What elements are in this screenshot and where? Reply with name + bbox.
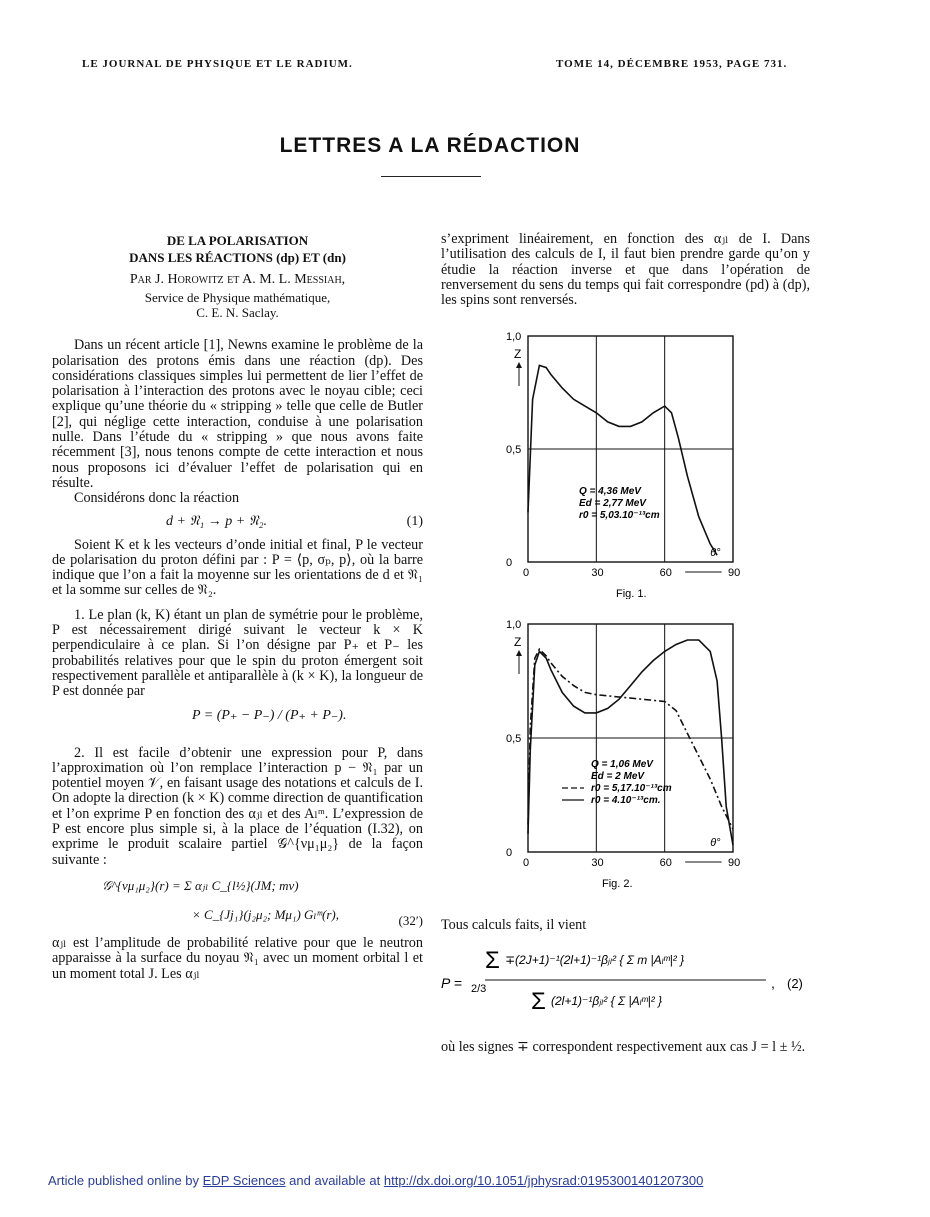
x-tick-label: 60 — [659, 857, 672, 869]
y-tick-label: 0 — [506, 847, 513, 859]
journal-header: LE JOURNAL DE PHYSIQUE ET LE RADIUM. — [82, 58, 353, 70]
right-column-bottom — [441, 918, 810, 933]
fig2-legend-r0-dashed: r0 = 5,17.10⁻¹³cm — [591, 783, 672, 794]
y-tick-label: 0 — [506, 557, 513, 569]
eq2-numerator: ∓(2J+1)⁻¹(2l+1)⁻¹βⱼₗ² { Σ m |Aₗᵐ|² } — [505, 953, 685, 967]
x-tick-label: 90 — [728, 567, 741, 579]
y-axis-arrowhead — [516, 650, 522, 656]
article-title-line-2: DANS LES RÉACTIONS (dp) ET (dn) — [129, 250, 346, 265]
fig2-legend-r0-solid: r0 = 4.10⁻¹³cm. — [591, 795, 661, 806]
volume-header: TOME 14, DÉCEMBRE 1953, PAGE 731. — [556, 58, 788, 70]
equation-1 — [52, 514, 423, 531]
title-rule — [381, 176, 481, 177]
figure-1-curves — [528, 365, 717, 555]
paragraph: αⱼₗ est l’amplitude de probabilité relative pour que le neutron apparaisse à la surface du noyau 𝔑₁ avec un moment orbital l et un moment total J. Les αⱼₗ — [52, 934, 423, 982]
fig2-caption: Fig. 2. — [602, 878, 633, 890]
x-tick-label: 90 — [728, 857, 741, 869]
fig1-legend-ed: Ed = 2,77 MeV — [579, 498, 646, 509]
eq2-denominator: (2l+1)⁻¹βⱼₗ² { Σ |Aₗᵐ|² } — [551, 994, 663, 1008]
y-tick-label: 0,5 — [506, 444, 522, 456]
x-axis-label: θ° — [710, 837, 721, 849]
paragraph: où les signes ∓ correspondent respectivement aux cas J = l ± ½. — [441, 1039, 806, 1055]
x-tick-label: 0 — [523, 567, 530, 579]
eq2-comma: , — [771, 975, 775, 991]
right-column-end — [441, 1040, 810, 1055]
y-tick-label: 1,0 — [506, 619, 522, 631]
equation-1-body: d + 𝔑₁ → p + 𝔑₂. — [166, 513, 268, 529]
figure-1 — [496, 324, 756, 599]
equation-1-number: (1) — [406, 513, 423, 529]
affiliation-line-1: Service de Physique mathématique, — [144, 290, 331, 306]
eq2-sum-num: Σ — [485, 947, 500, 974]
equation-polarization: P = (P₊ − P₋) / (P₊ + P₋). — [192, 707, 347, 723]
eq2-sum-den: Σ — [531, 988, 546, 1015]
x-tick-label: 30 — [591, 857, 604, 869]
doi-link[interactable]: http://dx.doi.org/10.1051/jphysrad:01953001401207300 — [383, 1173, 704, 1188]
paragraph: s’expriment linéairement, en fonction des αⱼₗ de I. Dans l’utilisation des calculs de I, il faut bien prendre garde qu’on y étudie la réaction inverse et que dans l’opération de renversement du sens du temps qui fait correspondre (pd) à (dp), les spins sont renversés. — [441, 231, 810, 309]
y-axis-arrowhead — [516, 362, 522, 368]
figure-1-axes — [506, 331, 740, 579]
fig1-caption: Fig. 1. — [616, 588, 647, 599]
x-tick-label: 30 — [591, 567, 604, 579]
right-column-top — [441, 232, 810, 308]
equation-32-line-2: × C_{Jj₁}(j₂μ₂; Mμ₁) Gₗᵐ(r), — [192, 907, 339, 923]
left-column — [52, 232, 423, 982]
series-line — [528, 365, 717, 555]
fig2-legend-q: Q = 1,06 MeV — [591, 759, 653, 770]
x-tick-label: 60 — [659, 567, 672, 579]
article-title — [52, 232, 423, 266]
footer-middle: and available at — [289, 1173, 381, 1188]
footer-prefix: Article published online by — [48, 1173, 200, 1188]
article-affiliation — [52, 290, 423, 320]
x-axis-label: θ° — [710, 547, 721, 559]
figure-2 — [496, 612, 756, 892]
affiliation-line-2: C. E. N. Saclay. — [196, 305, 279, 321]
article-title-line-1: DE LA POLARISATION — [166, 233, 309, 248]
paragraph: 1. Le plan (k, K) étant un plan de symétrie pour le problème, P est nécessairement dirigé suivant le vecteur k × K perpendiculaire à ce plan. Si l’on désigne par P₊ et P₋ les probabilités relatives pour que le spin du proton émergent soit respectivement parallèle et antiparallèle à (k × K), la longueur de P est donnée par — [52, 606, 423, 700]
y-axis-label: Z — [514, 347, 522, 361]
x-tick-label: 0 — [523, 857, 530, 869]
paragraph: Soient K et k les vecteurs d’onde initial et final, P le vecteur de polarisation du proton défini par : P = ⟨p, σₚ, p⟩, où la barre indique que l’on a fait la moyenne sur les orientations de d et 𝔑₁ et la somme sur celles de 𝔑₂. — [52, 536, 423, 599]
figure-2-axes — [506, 619, 740, 869]
footer — [48, 1173, 703, 1188]
eq2-factor: 2/3 — [471, 983, 487, 995]
equation-2-svg — [441, 942, 810, 1032]
y-tick-label: 1,0 — [506, 331, 522, 343]
article-authors: Par J. Horowitz et A. M. L. Messiah, — [129, 272, 346, 287]
equation-32-line-1: 𝒢^{νμ₁μ₂}(r) = Σ αⱼₗ C_{l½}(JM; mν) — [102, 877, 299, 893]
equation-32-number: (32′) — [398, 912, 423, 928]
edp-sciences-link[interactable]: EDP Sciences — [202, 1173, 286, 1188]
fig1-legend-q: Q = 4,36 MeV — [579, 486, 641, 497]
figure-2-curves — [528, 640, 733, 845]
eq2-lhs: P = — [441, 975, 462, 991]
equation-32 — [102, 878, 423, 928]
paragraph: Considérons donc la réaction — [74, 490, 240, 507]
y-axis-label: Z — [514, 635, 522, 649]
paragraph: 2. Il est facile d’obtenir une expression pour P, dans l’approximation où l’on remplace l’interaction p − 𝔑₁ par un potentiel moyen 𝒱, en faisant usage des notations et calculs de I. On adopte la direction (k × K) comme direction de quantification et l’on exprime P en fonction des αⱼₗ et des Aₗᵐ. L’expression de P est encore plus simple si, à la place de l’équation (I.32), on exprime le produit scalaire partiel 𝒢^{νμ₁μ₂} de la façon suivante : — [52, 744, 423, 868]
paragraph: Tous calculs faits, il vient — [441, 917, 587, 933]
section-title: LETTRES A LA RÉDACTION — [279, 134, 581, 157]
fig2-legend-ed: Ed = 2 MeV — [591, 771, 645, 782]
fig1-legend-r0: r0 = 5,03.10⁻¹³cm — [579, 510, 660, 521]
y-tick-label: 0,5 — [506, 733, 522, 745]
equation-2 — [441, 942, 810, 1032]
series-line — [528, 640, 733, 845]
eq2-number: (2) — [787, 976, 803, 991]
paragraph: Dans un récent article [1], Newns examine le problème de la polarisation des protons émis dans une réaction (dp). Des considérations classiques simples lui permettent de lier l’effet de polarisation à l’interaction des protons avec le noyau cible; ceci explique qu’une théorie du « stripping » telle que celle de Butler [2], qui néglige cette interaction, conduise à une polarisation nulle. Dans l’étude du « stripping » que nous avons faite récemment [3], nous tenons compte de cette interaction et nous nous proposons ici d’évaluer l’effet de polarisation qui en résulte. — [52, 337, 423, 491]
